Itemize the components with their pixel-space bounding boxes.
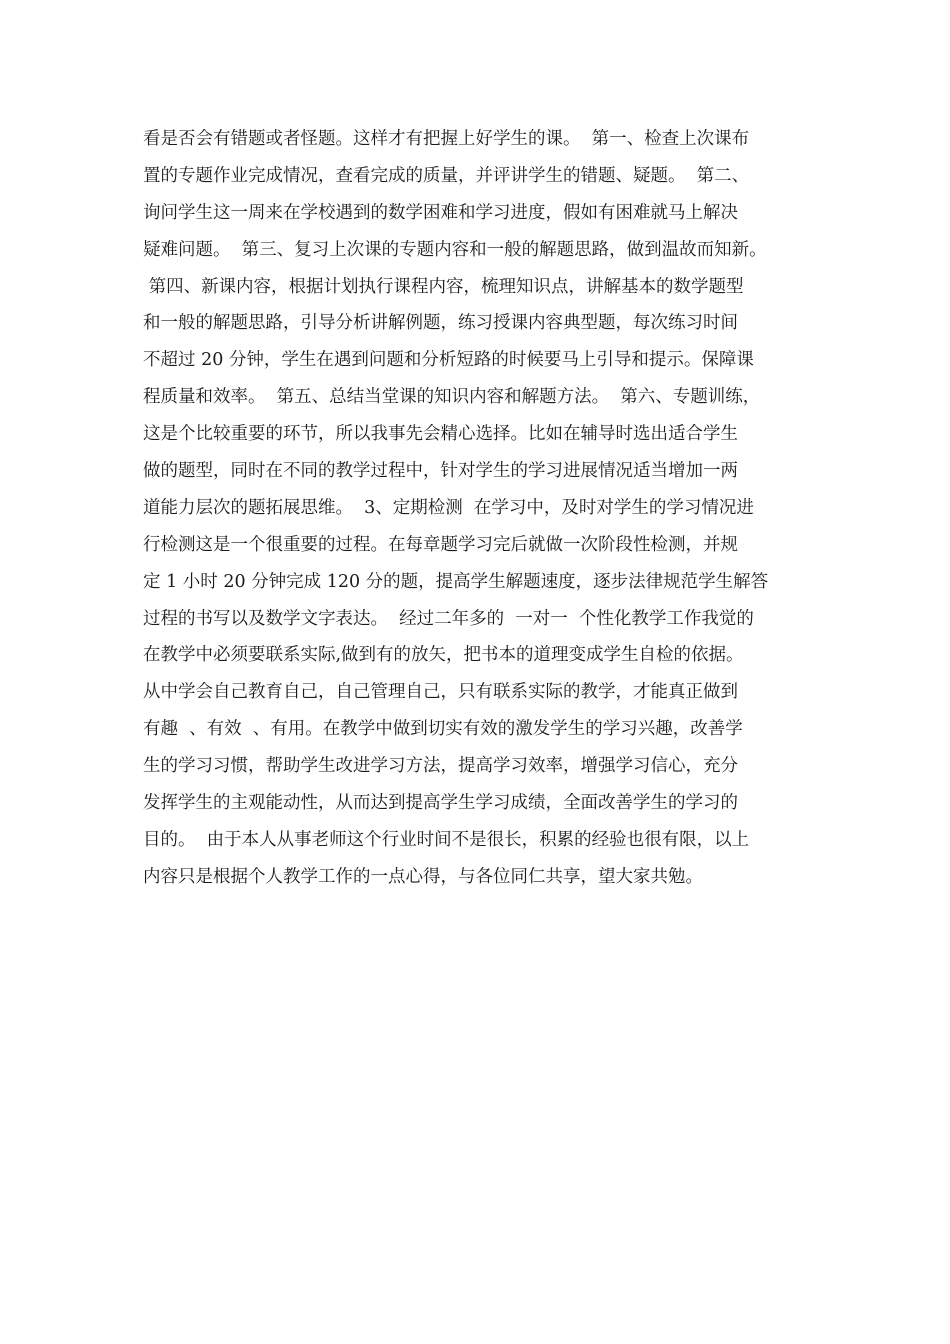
text-line: 询问学生这一周来在学校遇到的数学困难和学习进度，假如有困难就马上解决 [143, 202, 738, 223]
text-line: 置的专题作业完成情况，查看完成的质量，并评讲学生的错题、疑题。 第二、 [143, 165, 750, 186]
text-line: 程质量和效率。 第五、总结当堂课的知识内容和解题方法。 第六、专题训练， [143, 387, 761, 408]
text-line: 过程的书写以及数学文字表达。 经过二年多的 一对一 个性化教学工作我觉的 [143, 608, 754, 629]
body-text [143, 121, 823, 896]
text-line: 目的。 由于本人从事老师这个行业时间不是很长，积累的经验也很有限，以上 [143, 829, 750, 850]
text-line: 生的学习习惯，帮助学生改进学习方法，提高学习效率，增强学习信心，充分 [143, 756, 738, 777]
text-line: 定 1 小时 20 分钟完成 120 分的题，提高学生解题速度，逐步法律规范学生解答 [143, 571, 769, 592]
text-line: 看是否会有错题或者怪题。这样才有把握上好学生的课。 第一、检查上次课布 [143, 129, 750, 149]
text-line: 有趣 、有效 、有用。在教学中做到切实有效的激发学生的学习兴趣，改善学 [143, 719, 743, 740]
text-line: 发挥学生的主观能动性，从而达到提高学生学习成绩，全面改善学生的学习的 [143, 793, 738, 814]
text-line: 不超过 20 分钟，学生在遇到问题和分析短路的时候要马上引导和提示。保障课 [143, 350, 754, 371]
text-line: 疑难问题。 第三、复习上次课的专题内容和一般的解题思路，做到温故而知新。 [143, 239, 767, 260]
text-line: 内容只是根据个人教学工作的一点心得，与各位同仁共享，望大家共勉。 [143, 866, 703, 887]
text-line: 在教学中必须要联系实际,做到有的放矢，把书本的道理变成学生自检的依据。 [143, 645, 744, 666]
text-line: 从中学会自己教育自己，自己管理自己，只有联系实际的教学，才能真正做到 [143, 682, 738, 703]
text-line: 行检测这是一个很重要的过程。在每章题学习完后就做一次阶段性检测，并规 [143, 534, 738, 555]
text-line: 第四、新课内容，根据计划执行课程内容，梳理知识点，讲解基本的数学题型 [143, 276, 744, 297]
text-line: 这是个比较重要的环节，所以我事先会精心选择。比如在辅导时选出适合学生 [143, 424, 738, 445]
text-line: 和一般的解题思路，引导分析讲解例题，练习授课内容典型题，每次练习时间 [143, 313, 738, 334]
text-line: 道能力层次的题拓展思维。 3、定期检测 在学习中，及时对学生的学习情况进 [143, 497, 754, 518]
text-line: 做的题型，同时在不同的教学过程中，针对学生的学习进展情况适当增加一两 [143, 461, 738, 482]
